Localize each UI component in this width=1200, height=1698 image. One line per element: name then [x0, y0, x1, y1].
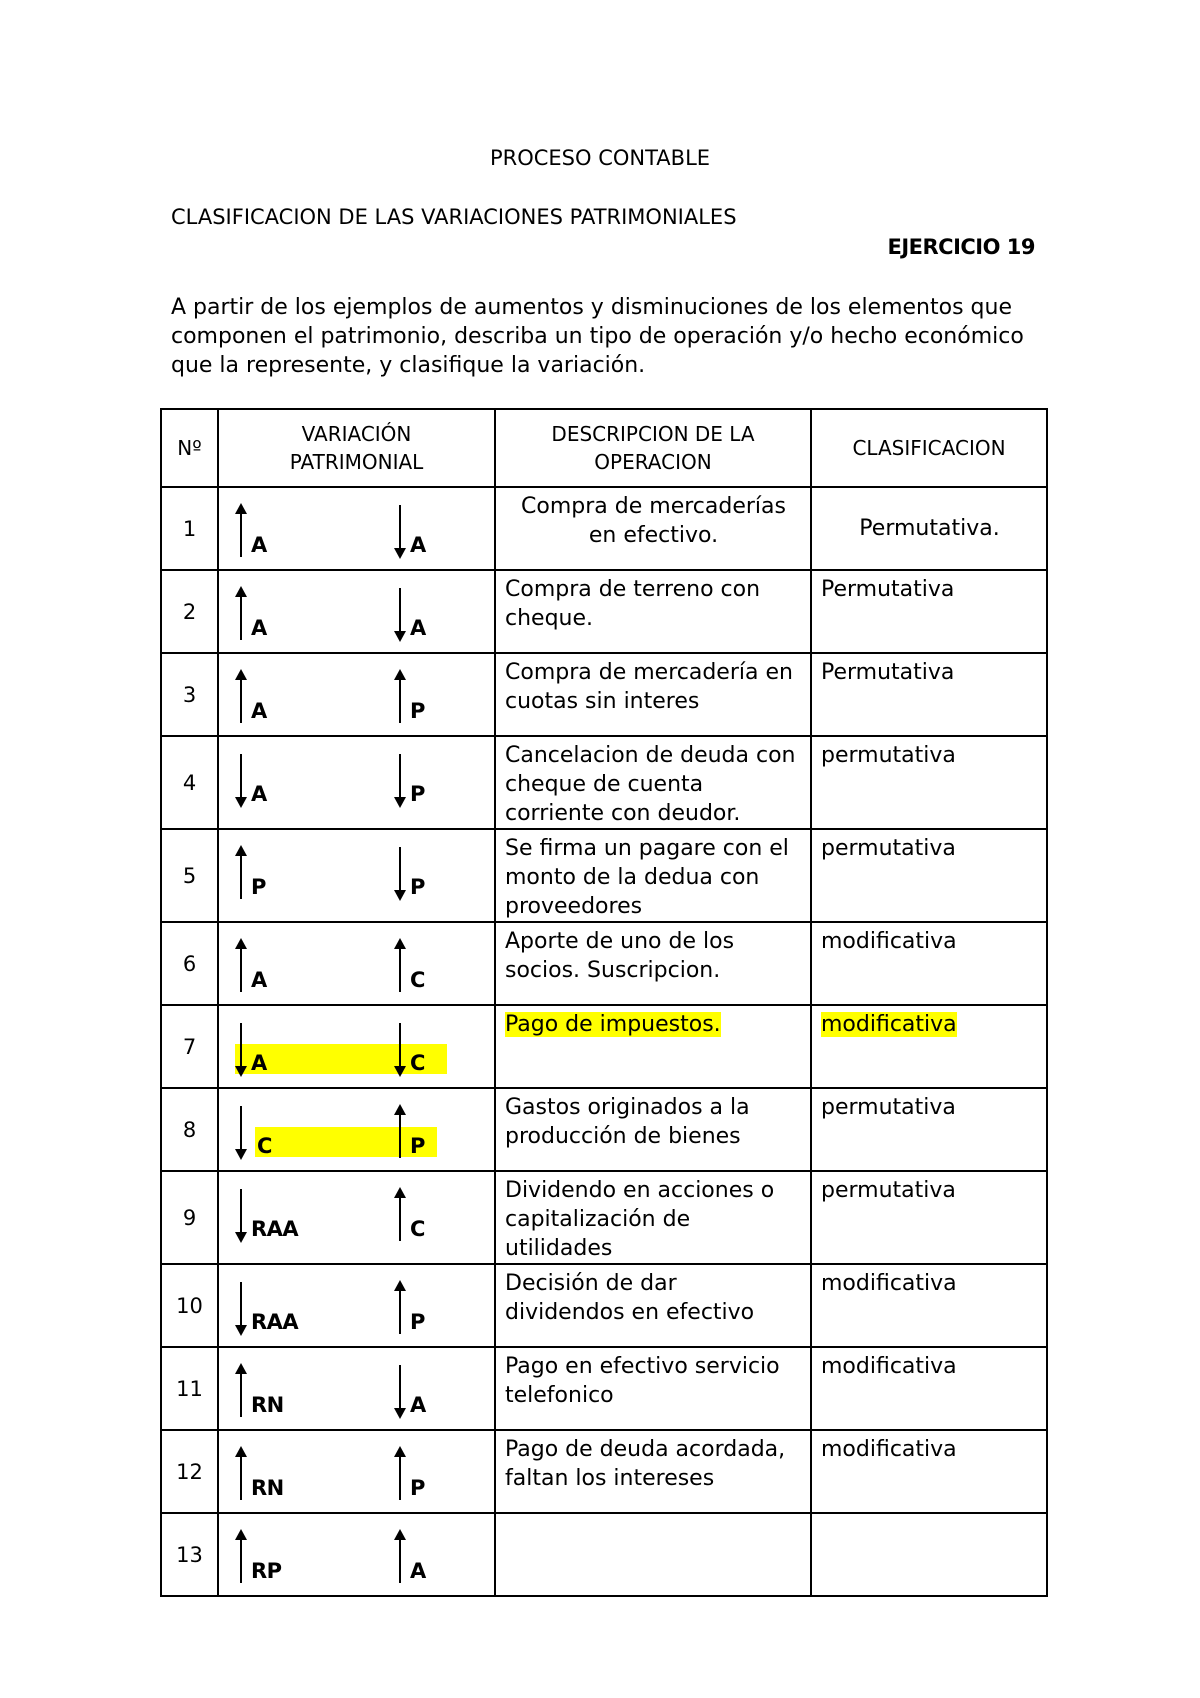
- classification-text: modificativa: [821, 1354, 957, 1379]
- instructions-line: A partir de los ejemplos de aumentos y disminuciones de los elementos que: [171, 295, 1012, 320]
- variation-cell: [218, 1088, 495, 1171]
- element-label: RAA: [251, 1310, 299, 1334]
- table-row: [161, 1005, 1047, 1088]
- element-label: A: [251, 616, 267, 640]
- table-row: [161, 570, 1047, 653]
- table-row: [161, 1430, 1047, 1513]
- variation-cell: [218, 922, 495, 1005]
- element-label: P: [410, 1476, 425, 1500]
- table-row: [161, 653, 1047, 736]
- description-cell: [495, 1005, 811, 1088]
- classification-text: Permutativa: [821, 660, 955, 685]
- section-subtitle: CLASIFICACION DE LAS VARIACIONES PATRIMONIALES: [171, 205, 737, 229]
- classification-cell: [811, 736, 1047, 829]
- variation-cell: [218, 1264, 495, 1347]
- element-label: RN: [251, 1393, 284, 1417]
- element-label: C: [257, 1134, 272, 1158]
- classification-text: permutativa: [821, 836, 956, 861]
- row-number: 12: [161, 1430, 218, 1513]
- element-label: P: [410, 1310, 425, 1334]
- classification-text: modificativa: [821, 1437, 957, 1462]
- variation-cell: [218, 1430, 495, 1513]
- classification-cell: [811, 922, 1047, 1005]
- classification-text: permutativa: [821, 743, 956, 768]
- description-cell: [495, 829, 811, 922]
- instructions-line: componen el patrimonio, describa un tipo de operación y/o hecho económico: [171, 324, 1024, 349]
- variation-cell: [218, 653, 495, 736]
- element-label: A: [251, 699, 267, 723]
- element-label: A: [410, 616, 426, 640]
- description-text: Dividendo en acciones o capitalización de utilidades: [505, 1178, 775, 1261]
- row-number: 6: [161, 922, 218, 1005]
- description-cell: [495, 1264, 811, 1347]
- element-label: C: [410, 1051, 425, 1075]
- row-number: 3: [161, 653, 218, 736]
- element-label: A: [251, 533, 267, 557]
- description-cell: [495, 653, 811, 736]
- description-text: Pago de deuda acordada, faltan los intereses: [505, 1437, 786, 1491]
- classification-text: modificativa: [821, 1271, 957, 1296]
- classification-text: modificativa: [821, 929, 957, 954]
- description-text: Compra de mercadería en cuotas sin interes: [505, 660, 793, 714]
- classification-text: Permutativa.: [859, 516, 1000, 541]
- description-cell: [495, 1347, 811, 1430]
- table-row: [161, 829, 1047, 922]
- classification-cell: [811, 1264, 1047, 1347]
- header-variation: VARIACIÓN PATRIMONIAL: [218, 409, 495, 487]
- table-row: [161, 487, 1047, 570]
- classification-cell: [811, 1430, 1047, 1513]
- element-label: RAA: [251, 1217, 299, 1241]
- table-row: [161, 1264, 1047, 1347]
- description-text: Gastos originados a la producción de bienes: [505, 1095, 750, 1149]
- element-label: P: [410, 782, 425, 806]
- variation-cell: [218, 1513, 495, 1596]
- description-text: Pago de impuestos.: [505, 1012, 721, 1037]
- row-number: 4: [161, 736, 218, 829]
- header-description: DESCRIPCION DE LA OPERACION: [495, 409, 811, 487]
- variation-cell: [218, 1347, 495, 1430]
- element-label: P: [410, 699, 425, 723]
- row-number: 7: [161, 1005, 218, 1088]
- row-number: 5: [161, 829, 218, 922]
- header-number: Nº: [161, 409, 218, 487]
- element-label: P: [410, 875, 425, 899]
- element-label: A: [251, 968, 267, 992]
- classification-cell: [811, 1347, 1047, 1430]
- row-number: 13: [161, 1513, 218, 1596]
- classification-cell: [811, 487, 1047, 570]
- table-row: [161, 1347, 1047, 1430]
- row-number: 1: [161, 487, 218, 570]
- classification-cell: [811, 829, 1047, 922]
- table-row: [161, 1088, 1047, 1171]
- description-text: Compra de terreno con cheque.: [505, 577, 761, 631]
- description-cell: [495, 570, 811, 653]
- element-label: A: [251, 1051, 267, 1075]
- variation-cell: [218, 1005, 495, 1088]
- element-label: P: [251, 875, 266, 899]
- classification-text: permutativa: [821, 1095, 956, 1120]
- row-number: 9: [161, 1171, 218, 1264]
- classification-cell: [811, 1171, 1047, 1264]
- variation-cell: [218, 1171, 495, 1264]
- description-cell: [495, 1513, 811, 1596]
- table-row: [161, 736, 1047, 829]
- table-row: [161, 1171, 1047, 1264]
- element-label: C: [410, 968, 425, 992]
- description-cell: [495, 1171, 811, 1264]
- variation-cell: [218, 570, 495, 653]
- classification-text: modificativa: [821, 1012, 957, 1037]
- description-cell: [495, 1430, 811, 1513]
- exercise-label: EJERCICIO 19: [887, 235, 1035, 259]
- description-text: Se firma un pagare con el monto de la dedua con proveedores: [505, 836, 789, 919]
- description-cell: [495, 736, 811, 829]
- classification-cell: [811, 653, 1047, 736]
- description-text: Pago en efectivo servicio telefonico: [505, 1354, 780, 1408]
- description-text: Aporte de uno de los socios. Suscripcion.: [505, 929, 735, 983]
- classification-cell: [811, 1513, 1047, 1596]
- row-number: 10: [161, 1264, 218, 1347]
- instructions: [171, 293, 1071, 380]
- table-row: [161, 922, 1047, 1005]
- element-label: RN: [251, 1476, 284, 1500]
- element-label: C: [410, 1217, 425, 1241]
- element-label: RP: [251, 1559, 282, 1583]
- element-label: A: [410, 1393, 426, 1417]
- row-number: 2: [161, 570, 218, 653]
- description-cell: [495, 487, 811, 570]
- row-number: 8: [161, 1088, 218, 1171]
- table-row: [161, 1513, 1047, 1596]
- variation-cell: [218, 487, 495, 570]
- description-text: Cancelacion de deuda con cheque de cuenta corriente con deudor.: [505, 743, 796, 826]
- element-label: A: [410, 1559, 426, 1583]
- row-number: 11: [161, 1347, 218, 1430]
- description-text: Decisión de dar dividendos en efectivo: [505, 1271, 755, 1325]
- description-text: Compra de mercaderías en efectivo.: [521, 494, 786, 548]
- instructions-line: que la represente, y clasifique la variación.: [171, 353, 646, 378]
- classification-cell: [811, 1088, 1047, 1171]
- variations-table: [160, 408, 1048, 1597]
- description-cell: [495, 922, 811, 1005]
- classification-cell: [811, 1005, 1047, 1088]
- description-cell: [495, 1088, 811, 1171]
- element-label: A: [410, 533, 426, 557]
- classification-text: Permutativa: [821, 577, 955, 602]
- header-classification: CLASIFICACION: [811, 409, 1047, 487]
- variation-cell: [218, 736, 495, 829]
- element-label: P: [410, 1134, 425, 1158]
- classification-cell: [811, 570, 1047, 653]
- table-header-row: [161, 409, 1047, 487]
- classification-text: permutativa: [821, 1178, 956, 1203]
- page-title: PROCESO CONTABLE: [489, 146, 711, 170]
- element-label: A: [251, 782, 267, 806]
- variation-cell: [218, 829, 495, 922]
